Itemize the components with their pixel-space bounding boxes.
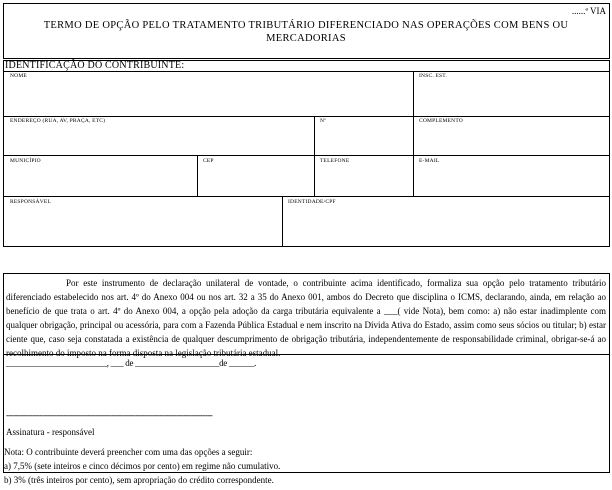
note-option-a: a) 7,5% (sete inteiros e cinco décimos por cento) em regime não cumulativo. bbox=[4, 461, 281, 471]
divider bbox=[314, 155, 315, 197]
divider bbox=[314, 116, 315, 156]
signature-line: -------------------------------------------------------------------------------------- bbox=[6, 410, 213, 420]
field-email-label: E-MAIL bbox=[419, 158, 440, 164]
signature-label: Assinatura - responsável bbox=[6, 427, 95, 437]
divider bbox=[413, 116, 414, 156]
place-date-line: ________________________, ___ de ____________________de ______. bbox=[6, 358, 257, 368]
note-heading: Nota: O contribuinte deverá preencher com uma das opções a seguir: bbox=[4, 447, 253, 457]
row-divider bbox=[3, 155, 610, 156]
field-responsavel-label: RESPONSÁVEL bbox=[10, 199, 52, 205]
divider bbox=[197, 155, 198, 197]
divider bbox=[413, 71, 414, 117]
field-numero-label: Nº bbox=[320, 118, 327, 124]
identification-heading: IDENTIFICAÇÃO DO CONTRIBUINTE: bbox=[5, 60, 185, 71]
note-option-b: b) 3% (três inteiros por cento), sem apropriação do crédito correspondente. bbox=[4, 475, 274, 485]
document-title: TERMO DE OPÇÃO PELO TRATAMENTO TRIBUTÁRIO DIFERENCIADO NAS OPERAÇÕES COM BENS OU MERCADORIAS bbox=[43, 20, 569, 44]
row-divider bbox=[3, 196, 610, 197]
declaration-divider bbox=[3, 354, 610, 355]
divider bbox=[282, 196, 283, 246]
heading-underline bbox=[3, 71, 610, 72]
field-insc-est-label: INSC. EST. bbox=[419, 73, 448, 79]
row-divider bbox=[3, 116, 610, 117]
field-telefone-label: TELEFONE bbox=[320, 158, 350, 164]
declaration-text: Por este instrumento de declaração unilateral de vontade, o contribuinte acima identificado, formaliza sua opção pelo tratamento tributário diferenciado estabelecido nos art. 4º do Anexo 004 ou nos art. 32 a 35 do Anexo 001, ambos do Decreto que disciplina o ICMS, declarando, ainda, em relação ao benefício de que trata o art. 4º do Anexo 004, a opção pela adoção da carga tributária equivalente a ___( vide Nota), bem como: a) não estar inadimplente com qualquer obrigação, principal ou acessória, para com a Fazenda Pública Estadual e nem inscrito na Dívida Ativa do Estado, assim como seus sócios ou titular; b) estar ciente que, caso seja constatada a existência de qualquer descumprimento de obrigação tributária, independentemente de responsabilidade criminal, obrigar-se-á ao recolhimento do imposto na forma disposta na legislação tributária estadual. bbox=[6, 278, 606, 359]
identification-box bbox=[3, 60, 610, 247]
field-identidade-cpf-label: IDENTIDADE/CPF bbox=[288, 199, 336, 205]
field-nome-label: NOME bbox=[10, 73, 27, 79]
declaration-text-block bbox=[6, 276, 606, 361]
field-cep-label: CEP bbox=[203, 158, 214, 164]
field-endereco-label: ENDEREÇO (RUA, AV, PRAÇA, ETC) bbox=[10, 118, 106, 124]
divider bbox=[413, 155, 414, 197]
field-municipio-label: MUNICÍPIO bbox=[10, 158, 41, 164]
field-complemento-label: COMPLEMENTO bbox=[419, 118, 463, 124]
via-label: ......ª VIA bbox=[571, 6, 606, 16]
